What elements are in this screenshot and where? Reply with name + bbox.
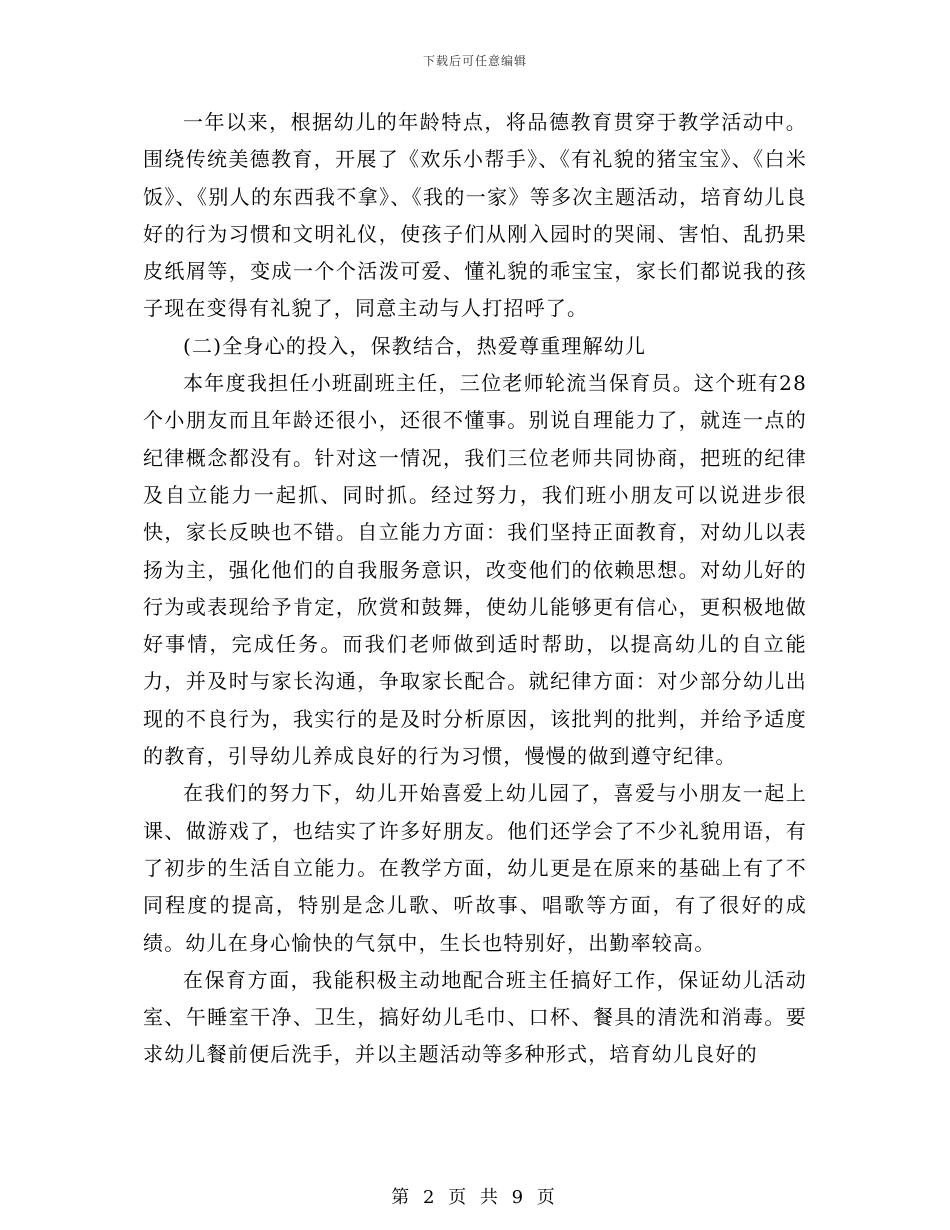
paragraph-moral-education: 一年以来，根据幼儿的年龄特点，将品德教育贯穿于教学活动中。围绕传统美德教育，开展了《欢乐小帮手》、《有礼貌的猪宝宝》、《白米饭》、《别人的东西我不拿》、《我的一家》等多次主题活动，培育幼儿良好的行为习惯和文明礼仪，使孩子们从刚入园时的哭闹、害怕、乱扔果皮纸屑等，变成一个个活泼可爱、懂礼貌的乖宝宝，家长们都说我的孩子现在变得有礼貌了，同意主动与人打招呼了。 [143,110,807,321]
document-body [143,104,807,1074]
page-header-note: 下载后可任意编辑 [422,54,527,68]
page-number: 第 2 页 共 9 页 [391,1187,559,1208]
paragraph-class-management: 本年度我担任小班副班主任，三位老师轮流当保育员。这个班有28个小朋友而且年龄还很小，还很不懂事。别说自理能力了，就连一点的纪律概念都没有。针对这一情况，我们三位老师共同协商，把班的纪律及自立能力一起抓、同时抓。经过努力，我们班小朋友可以说进步很快，家长反映也不错。自立能力方面：我们坚持正面教育，对幼儿以表扬为主，强化他们的自我服务意识，改变他们的依赖思想。对幼儿好的行为或表现给予肯定，欣赏和鼓舞，使幼儿能够更有信心，更积极地做好事情，完成任务。而我们老师做到适时帮助，以提高幼儿的自立能力，并及时与家长沟通，争取家长配合。就纪律方面：对少部分幼儿出现的不良行为，我实行的是及时分析原因，该批判的批判，并给予适度的教育，引导幼儿养成良好的行为习惯，慢慢的做到遵守纪律。 [143,371,807,769]
paragraph-progress: 在我们的努力下，幼儿开始喜爱上幼儿园了，喜爱与小朋友一起上课、做游戏了，也结实了许多好朋友。他们还学会了不少礼貌用语，有了初步的生活自立能力。在教学方面，幼儿更是在原来的基础上有了不同程度的提高，特别是念儿歌、听故事、唱歌等方面，有了很好的成绩。幼儿在身心愉快的气氛中，生长也特别好，出勤率较高。 [143,781,807,955]
section-heading: (二)全身心的投入，保教结合，热爱尊重理解幼儿 [183,333,647,358]
paragraph-childcare: 在保育方面，我能积极主动地配合班主任搞好工作，保证幼儿活动室、午睡室干净、卫生，搞好幼儿毛巾、口杯、餐具的清洗和消毒。要求幼儿餐前便后洗手，并以主题活动等多种形式，培育幼儿良好的 [143,967,807,1067]
